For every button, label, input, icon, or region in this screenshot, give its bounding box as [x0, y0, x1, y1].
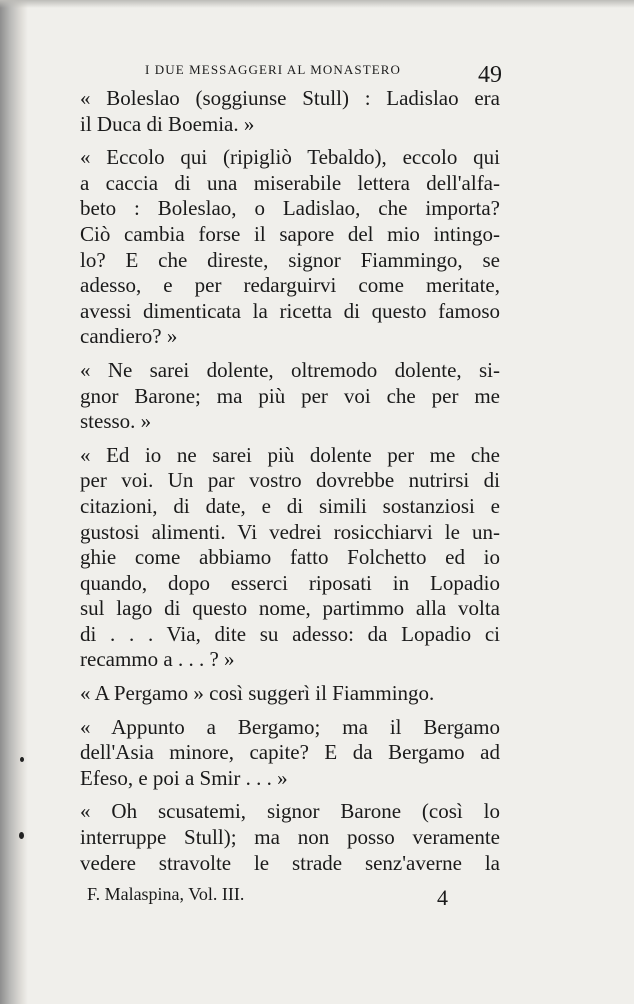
- ink-speck: [20, 757, 24, 762]
- text-line: Efeso, e poi a Smir . . . »: [80, 765, 288, 790]
- text-line: a caccia di una miserabile lettera dell'alfa-: [80, 170, 500, 195]
- text-line: « Appunto a Bergamo; ma il Bergamo: [80, 714, 500, 739]
- text-line: ghie come abbiamo fatto Folchetto ed io: [80, 545, 500, 570]
- printer-signature: F. Malaspina, Vol. III.: [87, 884, 245, 904]
- text-line: « Eccolo qui (ripigliò Tebaldo), eccolo qui: [80, 145, 500, 170]
- page-binding-shadow: [0, 0, 28, 1004]
- text-line: « Ne sarei dolente, oltremodo dolente, si-: [80, 357, 500, 382]
- text-line: gnor Barone; ma più per voi che per me: [80, 383, 500, 408]
- text-line: beto : Boleslao, o Ladislao, che importa?: [80, 196, 500, 221]
- paragraph: [80, 443, 500, 673]
- signature-number: 4: [437, 885, 448, 910]
- paragraph: [80, 358, 500, 435]
- paragraph: [80, 715, 500, 792]
- text-line: dell'Asia minore, capite? E da Bergamo ad: [80, 740, 500, 765]
- text-line: interruppe Stull); ma non posso veramente: [80, 825, 500, 850]
- paragraph: [80, 145, 500, 350]
- text-line: il Duca di Boemia. »: [80, 111, 255, 136]
- text-line: « Ed io ne sarei più dolente per me che: [80, 442, 500, 467]
- text-line: per voi. Un par vostro dovrebbe nutrirsi di: [80, 468, 500, 493]
- text-line: avessi dimenticata la ricetta di questo famoso: [80, 298, 500, 323]
- body-text: [80, 86, 500, 876]
- paragraph: [80, 799, 500, 876]
- text-line: adesso, e per redarguirvi come meritate,: [80, 273, 500, 298]
- text-line: vedere stravolte le strade senz'averne la: [80, 850, 500, 875]
- ink-speck: [19, 832, 24, 839]
- text-line: candiero? »: [80, 324, 178, 349]
- text-line: citazioni, di date, e di simili sostanziosi e: [80, 493, 500, 518]
- text-line: « Oh scusatemi, signor Barone (così lo: [80, 799, 500, 824]
- text-line: « A Pergamo » così suggerì il Fiammingo.: [80, 681, 435, 706]
- text-line: sul lago di questo nome, partimmo alla volta: [80, 596, 500, 621]
- paragraph: [80, 86, 500, 137]
- paragraph: [80, 681, 500, 707]
- text-line: « Boleslao (soggiunse Stull) : Ladislao era: [80, 86, 500, 110]
- text-line: gustosi alimenti. Vi vedrei rosicchiarvi le un-: [80, 519, 500, 544]
- text-line: quando, dopo esserci riposati in Lopadio: [80, 570, 500, 595]
- running-title: I DUE MESSAGGERI AL MONASTERO: [145, 62, 402, 77]
- page-number: 49: [478, 62, 502, 88]
- text-line: lo? E che direste, signor Fiammingo, se: [80, 247, 500, 272]
- page-top-edge: [0, 0, 634, 8]
- text-line: stesso. »: [80, 409, 152, 434]
- text-line: recammo a . . . ? »: [80, 647, 235, 672]
- text-line: di . . . Via, dite su adesso: da Lopadio ci: [80, 621, 500, 646]
- text-line: Ciò cambia forse il sapore del mio intingo-: [80, 221, 500, 246]
